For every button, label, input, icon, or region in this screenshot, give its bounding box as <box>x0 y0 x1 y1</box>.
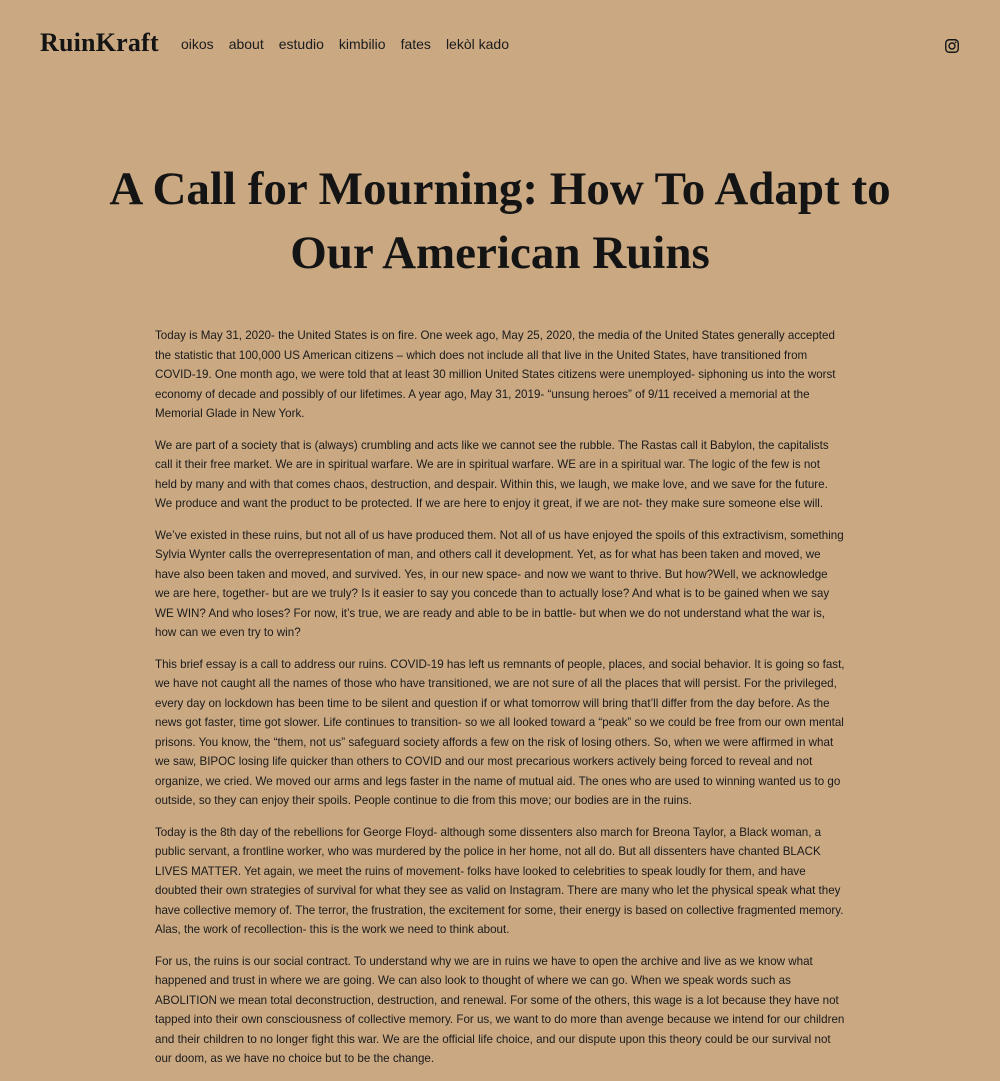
nav-item-fates[interactable]: fates <box>400 36 431 52</box>
nav-item-kimbilio[interactable]: kimbilio <box>338 36 386 52</box>
site-header <box>0 0 1000 92</box>
nav-item-estudio[interactable]: estudio <box>278 36 324 52</box>
nav-item-about[interactable]: about <box>228 36 264 52</box>
article-paragraph: This brief essay is a call to address our ruins. COVID-19 has left us remnants of people, places, and social behavior. It is going so fast, we have not caught all the names of those who have transitioned, we are not sure of all the places that will persist. For the privileged, every day on lockdown has been time to be silent and question if or what tomorrow will bring that’ll differ from the day before. As the news got faster, time got slower. Life continues to transition- so we all looked toward a “peak” so we could be free from our own mental prisons. You know, the “them, not us” safeguard society affords a few on the risk of losing others. So, when we were affirmed in what we saw, BIPOC losing life quicker than others to COVID and our most precarious workers actively being forced to reveal and not organize, we cried. We moved our arms and legs faster in the name of mutual aid. The ones who are used to winning wanted us to go outside, so they can enjoy their spoils. People continue to die from this move; our bodies are in the ruins. <box>155 657 845 807</box>
article-paragraph: We’ve existed in these ruins, but not all of us have produced them. Not all of us have enjoyed the spoils of this extractivism, something Sylvia Wynter calls the overrepresentation of man, and others call it development. Yet, as for what has been taken and moved, we have also been taken and moved, and survived. Yes, in our new space- and now we want to thrive. But how?Well, we acknowledge we are here, together- but are we truly? Is it easier to say you concede than to actually lose? And what is to be gained when we say WE WIN? And who loses? For now, it’s true, we are ready and able to be in battle- but when we do not understand what the war is, how can we even try to win? <box>155 528 844 639</box>
site-logo[interactable]: RuinKraft <box>40 28 159 57</box>
nav-item-lekol-kado[interactable]: lekòl kado <box>445 36 509 52</box>
page-title: A Call for Mourning: How To Adapt to Our American Ruins <box>109 163 891 279</box>
article-paragraph: For us, the ruins is our social contract. To understand why we are in ruins we have to open the archive and live as we know what happened and trust in where we are going. We can also look to thought of where we can go. When we speak words such as ABOLITION we mean total deconstruction, destruction, and renewal. For some of the others, this wage is a lot because they have not tapped into their own consciousness of collective memory. For us, we want to do more than avenge because we intend for our children and their children to no longer fight this war. We are the official life choice, and our dispute upon this theory could be our survival not our doom, as we have no choice but to be the change. <box>155 954 845 1065</box>
nav-item-oikos[interactable]: oikos <box>181 36 214 52</box>
main-nav <box>181 36 509 52</box>
article-body <box>155 326 845 1081</box>
instagram-icon[interactable] <box>945 39 959 53</box>
article-paragraph: Today is May 31, 2020- the United States is on fire. One week ago, May 25, 2020, the media of the United States generally accepted the statistic that 100,000 US American citizens – which does not include all that live in the United States, have transitioned from COVID-19. One month ago, we were told that at least 30 million United States citizens were unemployed- siphoning us into the worst economy of decade and possibly of our lifetimes. A year ago, May 31, 2019- “unsung heroes” of 9/11 received a memorial at the Memorial Glade in New York. <box>155 329 836 420</box>
article-paragraph: We are part of a society that is (always) crumbling and acts like we cannot see the rubble. The Rastas call it Babylon, the capitalists call it their free market. We are in spiritual warfare. We are in spiritual warfare. WE are in a spiritual war. The logic of the few is not held by many and with that comes chaos, destruction, and despair. Within this, we laugh, we make love, and we save for the future. We produce and want the product to be protected. If we are here to enjoy it great, if we are not- they make sure someone else will. <box>155 438 829 510</box>
article-paragraph: Today is the 8th day of the rebellions for George Floyd- although some dissenters also march for Breona Taylor, a Black woman, a public servant, a frontline worker, who was murdered by the police in her home, not all do. But all dissenters have chanted BLACK LIVES MATTER. Yet again, we meet the ruins of movement- folks have looked to celebrities to speak loudly for them, and have doubted their own strategies of survival for what they see as valid on Instagram. There are many who let the physical speak what they have collective memory of. The terror, the frustration, the excitement for some, their energy is based on collective fragmented memory. Alas, the work of recollection- this is the work we need to think about. <box>155 825 844 936</box>
